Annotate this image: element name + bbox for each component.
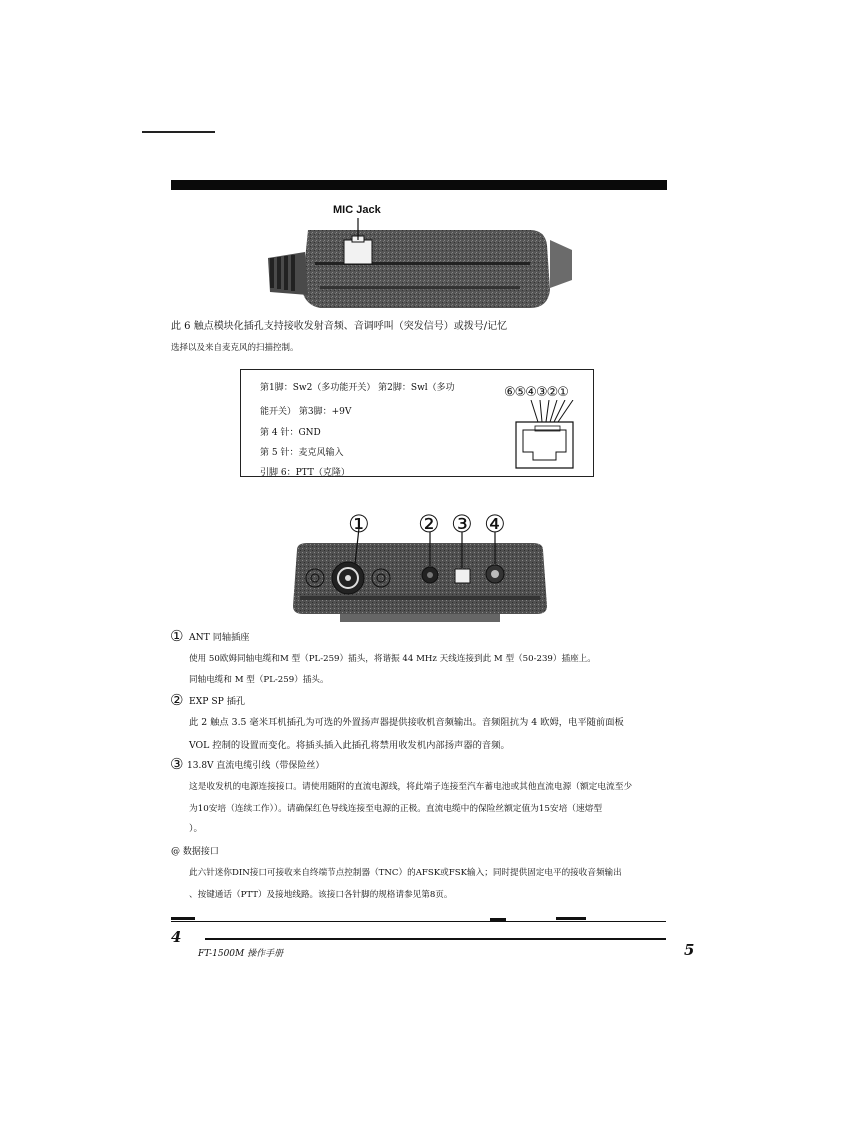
s3-number: ③ [170, 755, 184, 773]
s3-line-1: 这是收发机的电源连接接口。请使用随附的直流电源线，将此端子连接至汽车蓄电池或其他直流电源（额定电流至少 [189, 782, 633, 792]
s3-line-2: 为10安培（连续工作））。请确保红色导线连接至电源的正极。直流电缆中的保险丝额定值为15安培（速熔型 [189, 804, 603, 814]
pin-line-3: 第 4 针：GND [260, 428, 321, 438]
marker-3: ③ [451, 510, 473, 538]
intro-line-1: 此 6 触点模块化插孔支持接收发射音频、音调呼叫（突发信号）或拨号/记忆 [171, 321, 508, 332]
s1-heading: ANT 同轴插座 [189, 632, 250, 643]
pin-line-2: 能开关） 第3脚：+9V [260, 407, 352, 417]
data-jack [486, 565, 504, 583]
s1-line-1: 使用 50欧姆同轴电缆和M 型（PL-259）插头，将谐振 44 MHz 天线连接到此 M 型（50-239）插座上。 [189, 654, 596, 664]
s4-line-2: 、按键通话（PTT）及接地线路。该接口各针脚的规格请参见第8页。 [189, 890, 453, 900]
marker-2: ② [418, 510, 440, 538]
header-bar [171, 180, 667, 190]
s1-number: ① [170, 627, 184, 645]
footer-rule-1 [171, 921, 666, 922]
s2-number: ② [170, 691, 184, 709]
s4-line-1: 此六针迷你DIN接口可接收来自终端节点控制器（TNC）的AFSK或FSK输入；同时提供固定电平的接收音频输出 [189, 868, 622, 878]
footer-mark-left [171, 917, 195, 920]
manual-title: FT-1500M 操作手册 [198, 949, 284, 959]
exp-sp-jack [422, 567, 438, 583]
page-number-right: 5 [684, 941, 695, 959]
pin-line-5: 引脚 6：PTT（克隆） [260, 468, 350, 478]
top-rule [142, 131, 215, 133]
pin-line-4: 第 5 针：麦克风输入 [260, 448, 344, 458]
marker-4: ④ [484, 510, 506, 538]
marker-1: ① [348, 510, 370, 538]
radio-side-photo [260, 200, 580, 315]
modular-jack-diagram [511, 400, 581, 472]
mic-jack-label: MIC Jack [333, 204, 381, 216]
footer-rule-2 [205, 938, 666, 940]
page-number-left: 4 [171, 928, 182, 946]
dc-cable-lead [455, 569, 470, 583]
s2-line-1: 此 2 触点 3.5 毫米耳机插孔为可选的外置扬声器提供接收机音频输出。音频阻抗为 4 欧姆，电平随前面板 [189, 717, 624, 728]
s1-line-2: 同轴电缆和 M 型（PL-259）插头。 [189, 675, 329, 685]
s2-heading: EXP SP 插孔 [189, 696, 246, 707]
footer-mark-right [556, 917, 586, 920]
intro-line-2: 选择以及来自麦克风的扫描控制。 [171, 343, 299, 353]
pinout-box [240, 369, 594, 477]
s4-heading: @ 数据接口 [171, 847, 219, 857]
s2-line-2: VOL 控制的设置而变化。将插头插入此插孔将禁用收发机内部扬声器的音频。 [189, 740, 510, 751]
ant-socket [332, 562, 364, 594]
s3-line-3: ）。 [189, 824, 203, 834]
pin-line-1: 第1脚：Sw2（多功能开关） 第2脚：Swl（多功 [260, 383, 455, 393]
mic-jack [344, 236, 372, 264]
s3-heading: 13.8V 直流电缆引线（带保险丝） [187, 761, 325, 771]
jack-pin-numbers: ⑥⑤④③②① [504, 385, 568, 400]
